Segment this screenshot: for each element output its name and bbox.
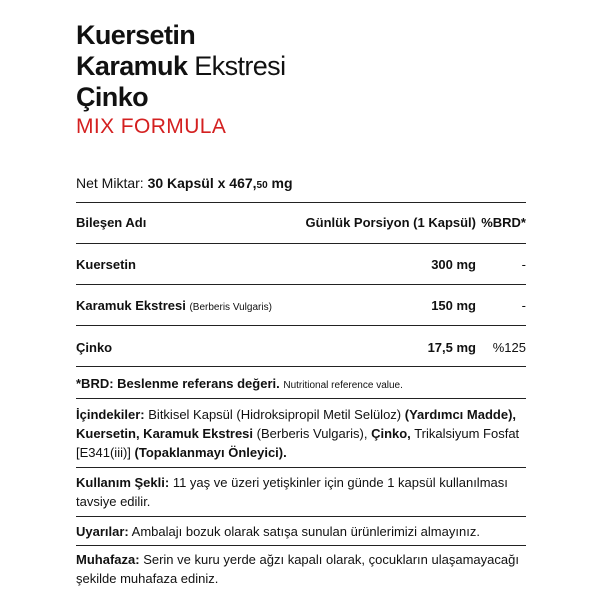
usage-section xyxy=(76,473,528,511)
ingredient-brd: - xyxy=(521,257,526,272)
product-title xyxy=(76,20,285,140)
divider xyxy=(76,467,526,468)
footnote-tr: *BRD: Beslenme referans değeri. xyxy=(76,376,280,391)
storage-text: Serin ve kuru yerde ağzı kapalı olarak, çocukların ulaşamayacağı şekilde muhafaza ediniz. xyxy=(76,552,519,586)
net-quantity xyxy=(76,175,293,191)
divider xyxy=(76,516,526,517)
ingredient-dose: 150 mg xyxy=(431,298,476,313)
divider xyxy=(76,366,526,367)
divider xyxy=(76,325,526,326)
title-quercetin: Kuersetin xyxy=(76,20,196,50)
divider xyxy=(76,284,526,285)
divider xyxy=(76,243,526,244)
title-line-3 xyxy=(76,82,285,113)
title-zinc: Çinko xyxy=(76,82,149,112)
usage-text: 11 yaş ve üzeri yetişkinler için günde 1 kapsül kullanılması tavsiye edilir. xyxy=(76,475,508,509)
product-subtitle: MIX FORMULA xyxy=(76,115,227,138)
title-line-2 xyxy=(76,51,285,82)
net-quantity-unit: mg xyxy=(271,175,293,191)
storage-label: Muhafaza: xyxy=(76,552,140,567)
brd-footnote xyxy=(76,376,403,391)
ingredient-name: Karamuk Ekstresi (Berberis Vulgaris) xyxy=(76,298,272,313)
footnote-en: Nutritional reference value. xyxy=(283,380,403,391)
divider xyxy=(76,202,526,203)
usage-label: Kullanım Şekli: xyxy=(76,475,170,490)
ingredients-section: İçindekiler: Bitkisel Kapsül (Hidroksipropil Metil Selüloz) (Yardımcı Madde), Kuersetin, Karamuk Ekstresi (Berberis Vulgaris), Çinko, Trikalsiyum Fosfat [E341(iii)] (Topaklanmayı Önleyici). xyxy=(76,407,520,460)
title-extract: Ekstresi xyxy=(194,51,286,81)
header-brd: %BRD* xyxy=(481,215,526,230)
ingredient-dose: 17,5 mg xyxy=(427,340,476,355)
net-quantity-value: 30 Kapsül x 467, xyxy=(147,175,257,191)
ingredient-dose: 300 mg xyxy=(431,257,476,272)
header-ingredient: Bileşen Adı xyxy=(76,215,147,230)
divider xyxy=(76,398,526,399)
net-quantity-label: Net Miktar: xyxy=(76,175,144,191)
table-row xyxy=(76,298,526,318)
warnings-label: Uyarılar: xyxy=(76,524,129,539)
ingredient-brd: - xyxy=(521,298,526,313)
header-daily-portion: Günlük Porsiyon (1 Kapsül) xyxy=(305,215,476,230)
table-header xyxy=(76,215,526,235)
storage-section xyxy=(76,550,528,588)
table-row xyxy=(76,257,526,277)
title-barberry: Karamuk xyxy=(76,51,188,81)
table-row xyxy=(76,340,526,360)
net-quantity-decimal: 50 xyxy=(256,180,268,191)
warnings-text: Ambalajı bozuk olarak satışa sunulan ürünlerimizi almayınız. xyxy=(131,524,480,539)
ingredient-name: Çinko xyxy=(76,340,113,355)
ingredient-latin-name: (Berberis Vulgaris) xyxy=(189,302,272,313)
ingredient-name: Kuersetin xyxy=(76,257,136,272)
ingredients-label: İçindekiler: xyxy=(76,407,145,422)
divider xyxy=(76,545,526,546)
warnings-section xyxy=(76,522,528,541)
title-line-1 xyxy=(76,20,285,51)
ingredient-brd: %125 xyxy=(492,340,526,355)
